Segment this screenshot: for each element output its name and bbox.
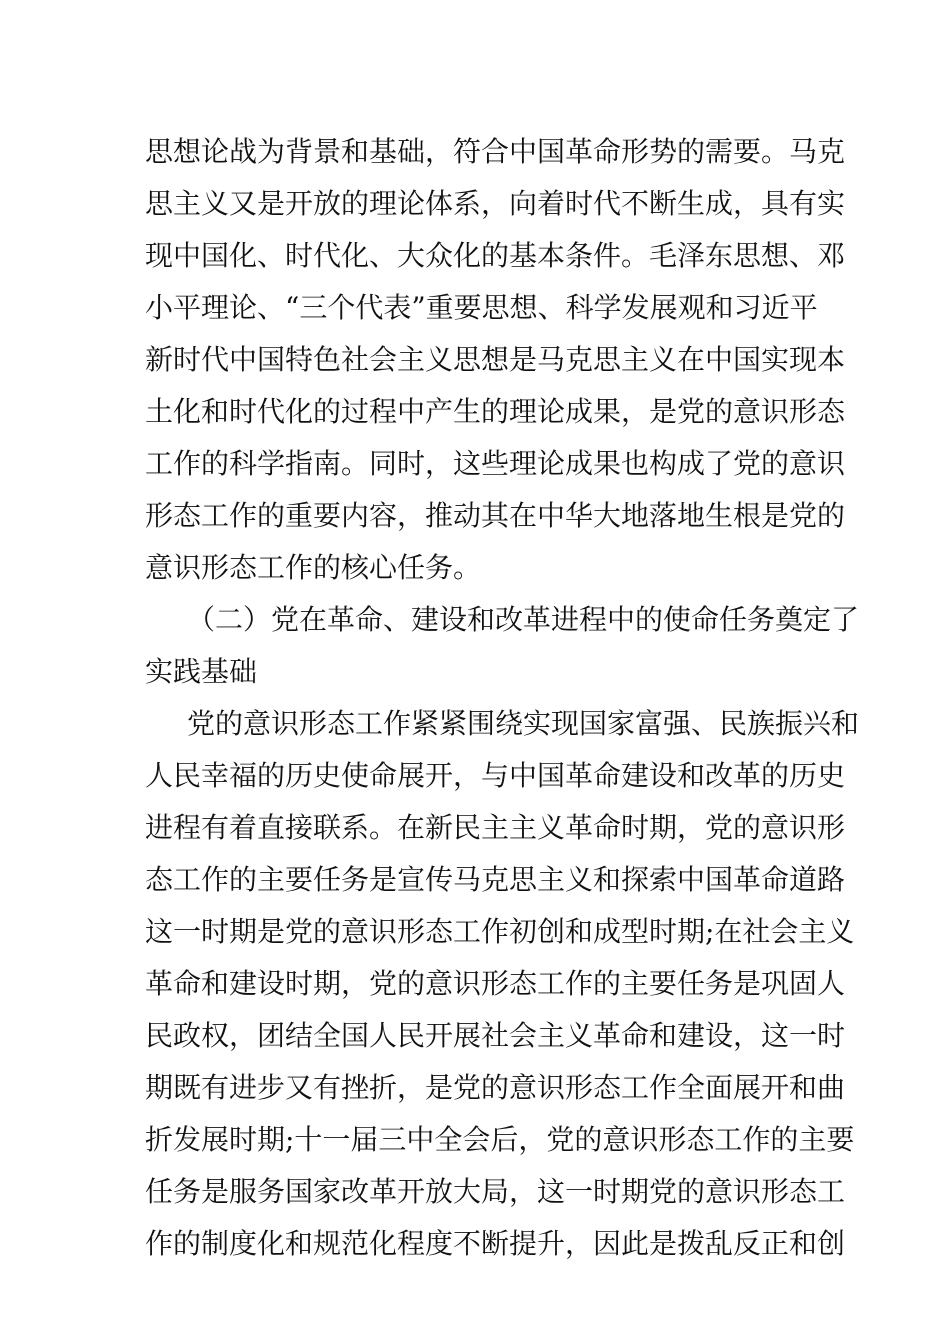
text-line: 思主义又是开放的理论体系，向着时代不断生成，具有实 (145, 187, 846, 220)
text-line: 任务是服务国家改革开放大局，这一时期党的意识形态工 (145, 1175, 846, 1208)
text-line: 态工作的主要任务是宣传马克思主义和探索中国革命道路 (145, 863, 846, 896)
text-line: 折发展时期;十一届三中全会后，党的意识形态工作的主要 (145, 1123, 855, 1156)
text-line: 土化和时代化的过程中产生的理论成果，是党的意识形态 (145, 395, 846, 428)
text-line: 期既有进步又有挫折，是党的意识形态工作全面展开和曲 (145, 1071, 846, 1104)
text-line: 工作的科学指南。同时，这些理论成果也构成了党的意识 (145, 447, 846, 480)
text-line: 新时代中国特色社会主义思想是马克思主义在中国实现本 (145, 343, 846, 376)
text-line: 党的意识形态工作紧紧围绕实现国家富强、民族振兴和 (187, 707, 860, 740)
text-line: 现中国化、时代化、大众化的基本条件。毛泽东思想、邓 (145, 239, 846, 272)
text-line: 作的制度化和规范化程度不断提升，因此是拨乱反正和创 (145, 1227, 846, 1260)
text-line: 人民幸福的历史使命展开，与中国革命建设和改革的历史 (145, 759, 846, 792)
text-line: 革命和建设时期，党的意识形态工作的主要任务是巩固人 (145, 967, 846, 1000)
text-line: 形态工作的重要内容，推动其在中华大地落地生根是党的 (145, 499, 846, 532)
text-line: 进程有着直接联系。在新民主主义革命时期，党的意识形 (145, 811, 846, 844)
text-line: 这一时期是党的意识形态工作初创和成型时期;在社会主义 (145, 915, 855, 948)
section-heading-line: 实践基础 (145, 655, 258, 688)
text-line: 意识形态工作的核心任务。 (145, 551, 482, 584)
text-line: 小平理论、“三个代表”重要思想、科学发展观和习近平 (145, 291, 818, 324)
text-line: 思想论战为背景和基础，符合中国革命形势的需要。马克 (145, 135, 846, 168)
section-heading-line: （二）党在革命、建设和改革进程中的使命任务奠定了 (187, 603, 860, 636)
text-line: 民政权，团结全国人民开展社会主义革命和建设，这一时 (145, 1019, 846, 1052)
